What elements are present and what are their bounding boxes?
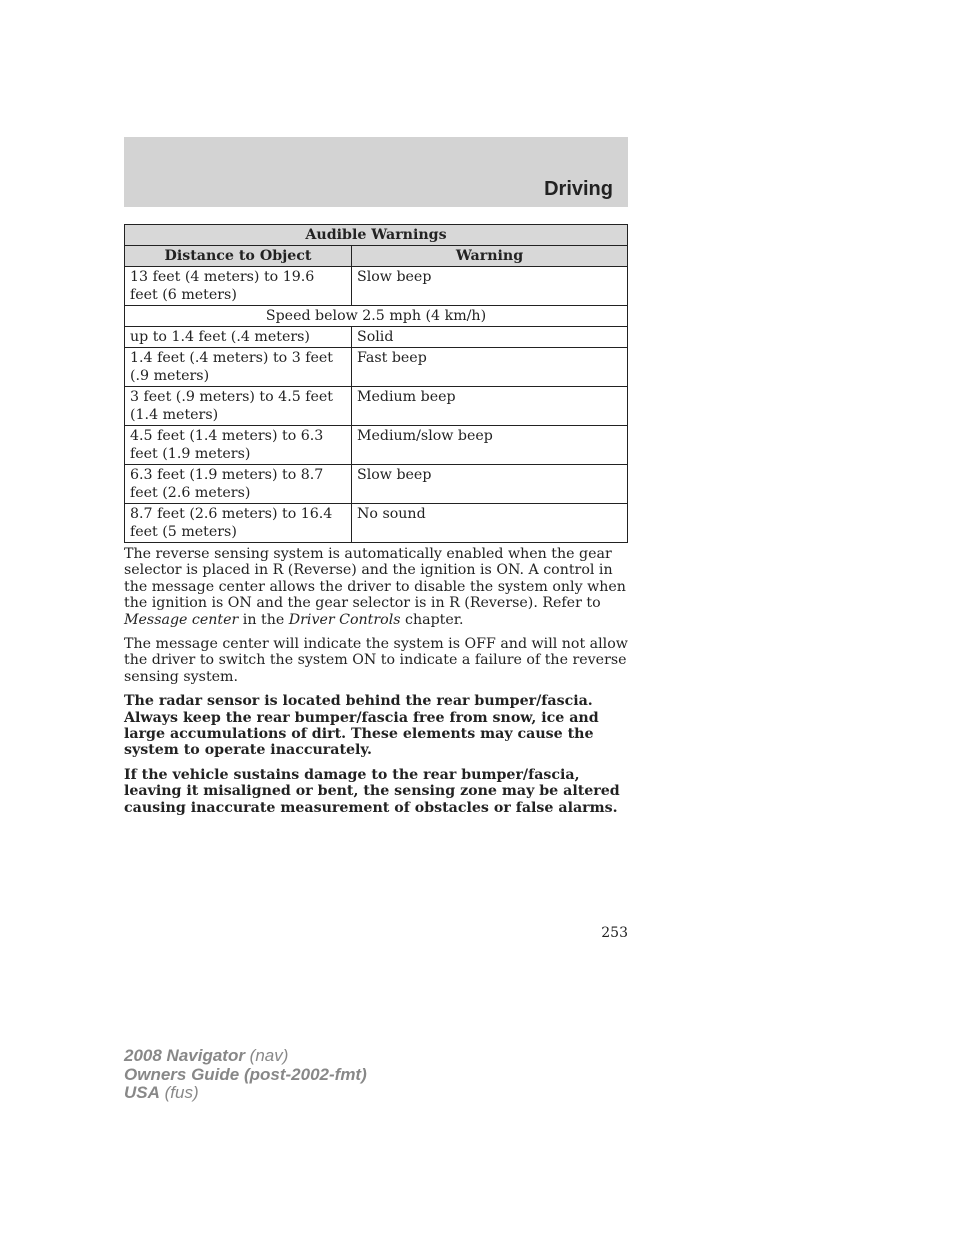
warning-cell: Slow beep xyxy=(352,465,628,504)
paragraph-text: The reverse sensing system is automatically enabled when the gear selector is placed in R (Reverse) and the ignition is ON. A control in the message center allows the driver to disable the system only when the ignition is ON and the gear selector is in R (Reverse). Refer to xyxy=(124,546,626,612)
table-row xyxy=(125,426,628,465)
table-row xyxy=(125,504,628,543)
page-number: 253 xyxy=(601,925,628,941)
warning-cell: Slow beep xyxy=(352,267,628,306)
section-header xyxy=(124,137,628,207)
footer-region-code: (fus) xyxy=(159,1083,199,1102)
table-row xyxy=(125,267,628,306)
column-header-distance: Distance to Object xyxy=(125,246,352,267)
section-title: Driving xyxy=(544,178,613,200)
body-text xyxy=(124,546,630,824)
warning-cell: Solid xyxy=(352,327,628,348)
distance-cell: 13 feet (4 meters) to 19.6 feet (6 meters) xyxy=(125,267,352,306)
distance-cell: 4.5 feet (1.4 meters) to 6.3 feet (1.9 meters) xyxy=(125,426,352,465)
speed-condition-cell: Speed below 2.5 mph (4 km/h) xyxy=(125,306,628,327)
table-row xyxy=(125,348,628,387)
table-caption: Audible Warnings xyxy=(125,225,628,246)
paragraph-text: in the xyxy=(238,611,289,628)
column-header-warning: Warning xyxy=(352,246,628,267)
table-caption-row xyxy=(125,225,628,246)
table-row xyxy=(125,387,628,426)
footer-model: 2008 Navigator xyxy=(124,1046,245,1065)
paragraph-reverse-sensing xyxy=(124,546,630,628)
distance-cell: 3 feet (.9 meters) to 4.5 feet (1.4 meters) xyxy=(125,387,352,426)
footer-line-model xyxy=(124,1047,367,1066)
warning-cell: No sound xyxy=(352,504,628,543)
table-row xyxy=(125,306,628,327)
paragraph-text: chapter. xyxy=(400,611,464,628)
audible-warnings-table xyxy=(124,224,628,543)
warning-cell: Medium beep xyxy=(352,387,628,426)
warning-cell: Fast beep xyxy=(352,348,628,387)
reference-message-center: Message center xyxy=(124,611,239,628)
warning-radar-sensor: The radar sensor is located behind the rear bumper/fascia. Always keep the rear bumper/fascia free from snow, ice and large accumulations of dirt. These elements may cause the system to operate inaccurately. xyxy=(124,693,599,759)
footer-model-code: (nav) xyxy=(244,1046,289,1065)
table-header-row xyxy=(125,246,628,267)
distance-cell: 1.4 feet (.4 meters) to 3 feet (.9 meters) xyxy=(125,348,352,387)
distance-cell: up to 1.4 feet (.4 meters) xyxy=(125,327,352,348)
footer-line-region xyxy=(124,1084,367,1103)
distance-cell: 6.3 feet (1.9 meters) to 8.7 feet (2.6 meters) xyxy=(125,465,352,504)
warning-bumper-damage: If the vehicle sustains damage to the rear bumper/fascia, leaving it misaligned or bent, the sensing zone may be altered causing inaccurate measurement of obstacles or false alarms. xyxy=(124,766,620,816)
footer-guide: Owners Guide (post-2002-fmt) xyxy=(124,1064,367,1084)
paragraph-message-center: The message center will indicate the system is OFF and will not allow the driver to switch the system ON to indicate a failure of the reverse sensing system. xyxy=(124,636,628,685)
distance-cell: 8.7 feet (2.6 meters) to 16.4 feet (5 meters) xyxy=(125,504,352,543)
document-footer xyxy=(124,1047,367,1103)
table-row xyxy=(125,465,628,504)
footer-region: USA xyxy=(124,1083,160,1102)
warning-cell: Medium/slow beep xyxy=(352,426,628,465)
reference-driver-controls: Driver Controls xyxy=(288,611,401,628)
footer-line-guide xyxy=(124,1066,367,1085)
table-row xyxy=(125,327,628,348)
